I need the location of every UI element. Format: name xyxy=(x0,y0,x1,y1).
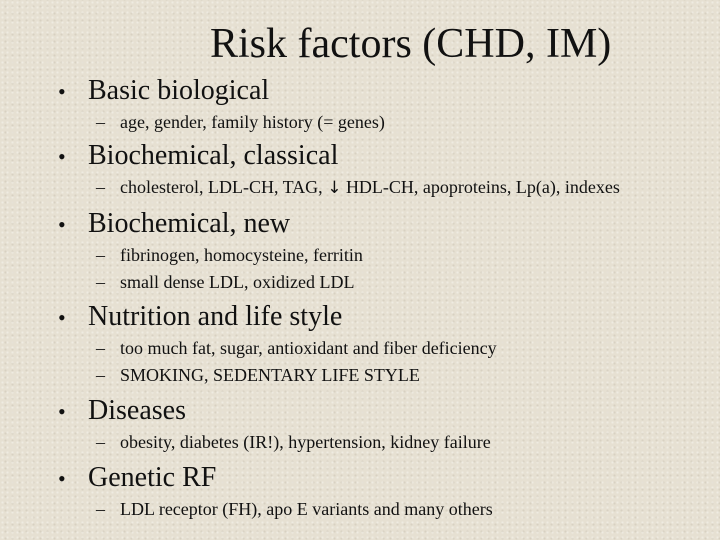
sub-item xyxy=(96,498,698,520)
sub-item xyxy=(96,244,698,266)
sub-item-text-part: HDL-CH, apoproteins, Lp(a), indexes xyxy=(341,177,620,197)
sub-list xyxy=(96,431,698,453)
section-heading: Diseases xyxy=(88,395,186,426)
sub-item xyxy=(96,337,698,359)
dash-icon: – xyxy=(96,245,105,265)
bullet-item xyxy=(58,394,698,429)
slide-title: Risk factors (CHD, IM) xyxy=(210,21,612,67)
bullet-icon: • xyxy=(58,305,66,330)
sub-list xyxy=(96,337,698,386)
sub-item-text: fibrinogen, homocysteine, ferritin xyxy=(120,245,363,265)
sub-item xyxy=(96,111,698,133)
sub-item-text: obesity, diabetes (IR!), hypertension, kidney failure xyxy=(120,432,491,452)
section-heading: Biochemical, new xyxy=(88,208,291,239)
section-heading: Basic biological xyxy=(88,75,270,106)
section-diseases xyxy=(58,394,698,453)
sub-item xyxy=(96,271,698,293)
bullet-item xyxy=(58,139,698,174)
bullet-item xyxy=(58,461,698,496)
bullet-item xyxy=(58,300,698,335)
bullet-list xyxy=(58,74,698,525)
sub-item-text: age, gender, family history (= genes) xyxy=(120,112,385,132)
down-arrow-icon: ↓ xyxy=(327,178,342,198)
sub-list xyxy=(96,111,698,133)
section-heading: Biochemical, classical xyxy=(88,140,339,171)
bullet-item xyxy=(58,207,698,242)
bullet-icon: • xyxy=(58,466,66,491)
dash-icon: – xyxy=(96,177,105,197)
section-heading: Nutrition and life style xyxy=(88,301,343,332)
section-basic-biological xyxy=(58,74,698,133)
dash-icon: – xyxy=(96,338,105,358)
sub-item xyxy=(96,364,698,386)
section-nutrition-life-style xyxy=(58,300,698,386)
bullet-icon: • xyxy=(58,212,66,237)
section-biochemical-classical xyxy=(58,139,698,199)
sub-item xyxy=(96,431,698,453)
bullet-item xyxy=(58,74,698,109)
sub-item-text: LDL receptor (FH), apo E variants and many others xyxy=(120,499,493,519)
sub-item-text: small dense LDL, oxidized LDL xyxy=(120,272,355,292)
section-biochemical-new xyxy=(58,207,698,293)
dash-icon: – xyxy=(96,432,105,452)
bullet-icon: • xyxy=(58,144,66,169)
sub-item-text-part: cholesterol, LDL-CH, TAG, xyxy=(120,177,328,197)
dash-icon: – xyxy=(96,499,105,519)
dash-icon: – xyxy=(96,112,105,132)
bullet-icon: • xyxy=(58,79,66,104)
sub-item xyxy=(96,176,698,199)
section-heading: Genetic RF xyxy=(88,462,217,493)
sub-item-text: too much fat, sugar, antioxidant and fiber deficiency xyxy=(120,338,497,358)
sub-list xyxy=(96,176,698,199)
sub-item-text xyxy=(120,176,698,199)
bullet-icon: • xyxy=(58,399,66,424)
dash-icon: – xyxy=(96,272,105,292)
sub-list xyxy=(96,498,698,520)
sub-list xyxy=(96,244,698,293)
sub-item-text: SMOKING, SEDENTARY LIFE STYLE xyxy=(120,365,420,385)
dash-icon: – xyxy=(96,365,105,385)
section-genetic-rf xyxy=(58,461,698,520)
